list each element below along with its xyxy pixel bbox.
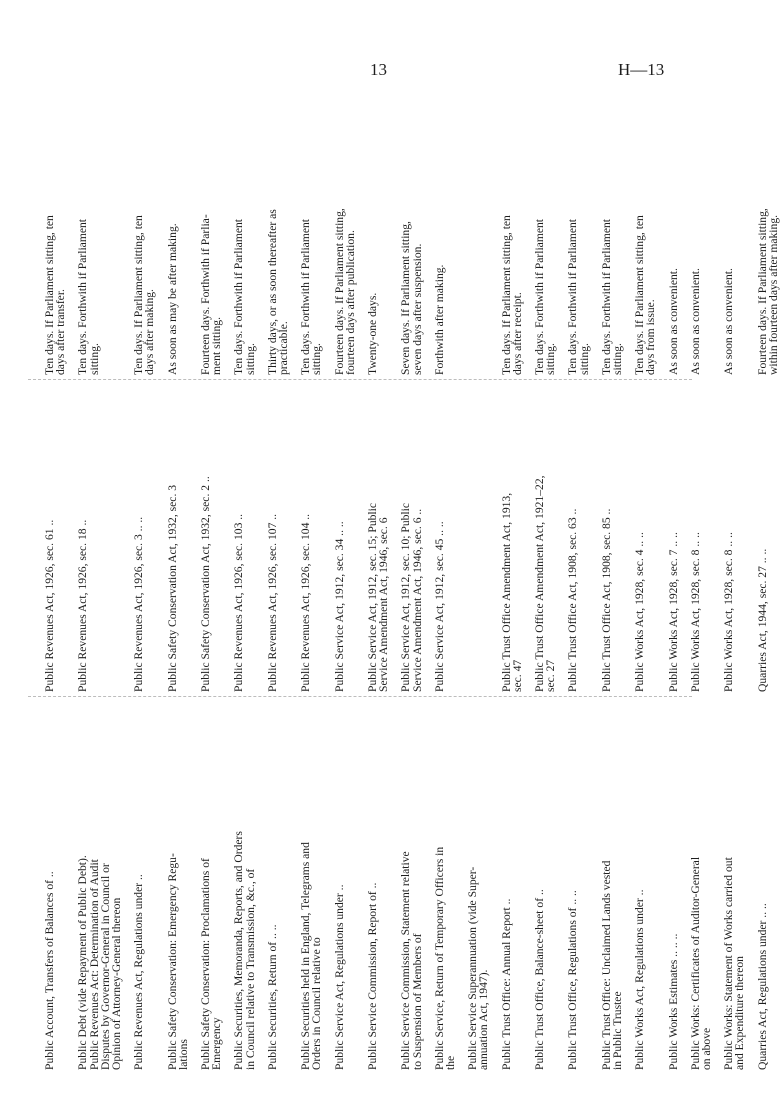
cell-line: Public Securities, Memoranda, Reports, and Orders [232,831,246,1070]
cell-line: Public Trust Office: Unclaimed Lands vested [599,860,613,1070]
cell-line: Thirty days, or as soon thereafter as [265,209,279,375]
cell-line: Public Service Act, 1912, sec. 15; Public [366,502,379,692]
cell-line: Public Account, Transfers of Balances of .. [43,871,56,1070]
cell-line: Twenty-one days. [366,292,379,375]
authority-cell [367,380,389,692]
cell-line: Ten days. Forthwith if Parliament [299,218,313,375]
remark-cell [167,100,178,375]
cell-line: Disputes by Governor-General in Council or [98,863,112,1070]
authority-cell [601,380,612,692]
cell-line: Public Debt (vide Repayment of Public Debt). [76,855,90,1070]
subject-cell [467,698,489,1070]
subject-cell [44,698,55,1070]
remark-cell [133,100,155,375]
document-code: H—13 [618,60,665,79]
subject-cell [690,698,712,1070]
authority-cell [434,380,445,692]
cell-line: days from issue. [644,299,658,375]
cell-line: and Expenditure thereon [733,956,747,1070]
subject-cell [300,698,322,1070]
cell-line: Fourteen days. Forthwith if Parlia- [199,214,212,375]
cell-line: Service Amendment Act, 1946, sec. 6 .. [410,508,424,692]
cell-line: Public Works: Certificates of Auditor-General [688,856,702,1070]
cell-line: Public Service Act, 1912, sec. 10; Public [399,502,413,692]
remark-cell [77,100,99,375]
remark-cell [601,100,623,375]
authority-cell [723,380,734,692]
cell-line: Public Trust Office Amendment Act, 1913, [499,492,513,692]
authority-cell [400,380,422,692]
cell-line: lations [176,1039,190,1070]
cell-line: Public Revenues Act, Regulations under .. [132,874,146,1070]
cell-line: Opinion of Attorney-General thereon [110,897,123,1070]
remark-cell [690,100,701,375]
authority-cell [200,380,211,692]
authority-cell [567,380,578,692]
cell-line: As soon as convenient. [688,268,702,375]
subject-cell [723,698,745,1070]
cell-line: Forthwith after making. [432,264,446,375]
cell-line: Ten days. Forthwith if Parliament [566,218,580,375]
authority-cell [167,380,178,692]
remark-cell [367,100,378,375]
subject-cell [77,698,122,1070]
remark-cell [300,100,322,375]
cell-line: Ten days. If Parliament sitting, ten [43,215,56,375]
cell-line: days after receipt. [510,292,524,375]
rotated-table [40,100,780,1070]
cell-line: Public Revenues Act, 1926, sec. 18 .. [76,519,90,692]
authority-cell [77,380,88,692]
remark-cell [233,100,255,375]
authority-cell [634,380,645,692]
cell-line: Public Service Act, Regulations under .. [332,884,346,1070]
authority-cell [757,380,768,692]
subject-cell [634,698,645,1070]
cell-line: Seven days. If Parliament sitting, [399,221,413,375]
cell-line: sitting. [611,343,624,375]
cell-line: Public Trust Office Amendment Act, 1921–22, [533,475,546,692]
cell-line: Quarries Act, 1944, sec. 27 .. .. [755,548,769,692]
cell-line: Orders in Council relative to [310,937,324,1070]
authority-cell [133,380,144,692]
cell-line: Public Safety Conservation Act, 1932, sec. 2 .. [199,476,212,692]
cell-line: Public Securities, Return of .. .. [265,924,279,1070]
subject-cell [133,698,144,1070]
cell-line: on above [700,1027,713,1070]
column-divider [28,379,692,380]
cell-line: days after transfer. [54,289,68,375]
cell-line: Public Works Act, 1928, sec. 8 .. .. [688,532,702,692]
remark-cell [534,100,556,375]
remark-cell [723,100,734,375]
cell-line: Public Works Act, 1928, sec. 7 .. .. [666,532,680,692]
cell-line: Public Service Commission, Statement relative [399,851,413,1070]
cell-line: As soon as may be after making. [165,223,179,375]
cell-line: As soon as convenient. [666,268,680,375]
subject-cell [601,698,623,1070]
cell-line: Fourteen days. If Parliament sitting, [755,208,769,375]
cell-line: Public Trust Office, Balance-sheet of .. [533,889,546,1070]
cell-line: Ten days. If Parliament sitting, ten [132,215,146,375]
cell-line: Public Safety Conservation: Proclamations of [199,858,212,1070]
subject-cell [534,698,545,1070]
cell-line: to Suspension of Members of [410,933,424,1070]
authority-cell [534,380,556,692]
cell-line: ment sitting. [210,317,224,375]
cell-line: Public Revenues Act: Determination of Audit [87,859,101,1070]
cell-line: days after making. [143,289,157,375]
cell-line: Public Service Commission, Report of .. [366,882,379,1070]
subject-cell [501,698,512,1070]
cell-line: in Public Trustee [611,991,624,1070]
cell-line: Public Revenues Act, 1926, sec. 103 .. [232,513,246,692]
cell-line: sec. 47 [510,659,524,692]
remark-cell [501,100,523,375]
subject-cell [200,698,222,1070]
page-number: 13 [370,60,387,79]
cell-line: Public Works Act, Regulations under .. [633,889,647,1070]
cell-line: Public Safety Conservation: Emergency Regu- [165,853,179,1070]
cell-line: seven days after suspension. [410,243,424,375]
authority-cell [668,380,679,692]
subject-cell [167,698,189,1070]
cell-line: Emergency [210,1017,224,1070]
cell-line: Public Revenues Act, 1926, sec. 107 .. [265,513,279,692]
subject-cell [367,698,378,1070]
authority-cell [501,380,523,692]
cell-line: Ten days. Forthwith if Parliament [533,218,546,375]
subject-cell [400,698,422,1070]
cell-line: Public Trust Office: Annual Report .. [499,898,513,1070]
cell-line: As soon as convenient. [722,268,736,375]
cell-line: Public Works Act, 1928, sec. 4 .. .. [633,532,647,692]
cell-line: Ten days. Forthwith if Parliament [232,218,246,375]
cell-line: Public Service, Return of Temporary Officers in [432,846,446,1070]
subject-cell [668,698,679,1070]
cell-line: Public Service Act, 1912, sec. 34 .. .. [332,521,346,692]
cell-line: Ten days. Forthwith if Parliament [76,218,90,375]
cell-line: Public Revenues Act, 1926, sec. 104 .. [299,513,313,692]
cell-line: sitting. [544,343,558,375]
authority-cell [300,380,311,692]
cell-line: Public Securities held in England, Telegrams and [299,842,313,1070]
subject-cell [334,698,345,1070]
authority-cell [334,380,345,692]
cell-line: sitting. [577,343,591,375]
cell-line: Public Service Superannuation (vide Super- [466,866,480,1070]
cell-line: Public Works: Statement of Works carried out [722,857,736,1070]
cell-line: annuation Act, 1947). [477,969,491,1070]
cell-line: Public Revenues Act, 1926, sec. 61 .. [43,519,56,692]
authority-cell [233,380,244,692]
remark-cell [567,100,589,375]
cell-line: Fourteen days. If Parliament sitting, [332,208,346,375]
remark-cell [334,100,356,375]
cell-line: Public Trust Office Act, 1908, sec. 63 .. [566,508,580,692]
subject-cell [434,698,456,1070]
column-divider [28,696,692,697]
cell-line: sitting. [87,343,101,375]
remark-cell [434,100,445,375]
remark-cell [668,100,679,375]
subject-cell [567,698,578,1070]
cell-line: Service Amendment Act, 1946, sec. 6 [377,517,391,692]
subject-cell [233,698,255,1070]
cell-line: practicable. [277,321,290,375]
remark-cell [200,100,222,375]
remark-cell [400,100,422,375]
remark-cell [634,100,656,375]
subject-cell [267,698,278,1070]
cell-line: Public Service Act, 1912, sec. 45 .. .. [432,521,446,692]
cell-line: in Council relative to Transmission, &c., of [243,868,257,1070]
cell-line: Quarries Act, Regulations under .. .. [755,903,769,1070]
cell-line: Public Works Estimates .. .. .. [666,933,680,1070]
cell-line: the [444,1055,457,1070]
authority-cell [44,380,55,692]
cell-line: within fourteen days after making. [766,214,780,375]
cell-line: Public Trust Office Act, 1908, sec. 85 .. [599,508,613,692]
cell-line: sec. 27 [544,659,558,692]
cell-line: sitting. [243,343,257,375]
remark-cell [44,100,66,375]
subject-cell [757,698,768,1070]
cell-line: Public Trust Office, Regulations of .. .. [566,890,580,1070]
cell-line: Ten days. If Parliament sitting, ten [633,215,647,375]
cell-line: Ten days. If Parliament sitting, ten [499,215,513,375]
cell-line: sitting. [310,343,324,375]
cell-line: fourteen days after publication. [343,230,357,375]
cell-line: Public Revenues Act, 1926, sec. 3 .. .. [132,516,146,692]
remark-cell [757,100,779,375]
cell-line: Public Safety Conservation Act, 1932, sec. 3 [165,484,179,692]
remark-cell [267,100,289,375]
cell-line: Ten days. Forthwith if Parliament [599,218,613,375]
cell-line: Public Works Act, 1928, sec. 8 .. .. [722,532,736,692]
authority-cell [690,380,701,692]
authority-cell [267,380,278,692]
